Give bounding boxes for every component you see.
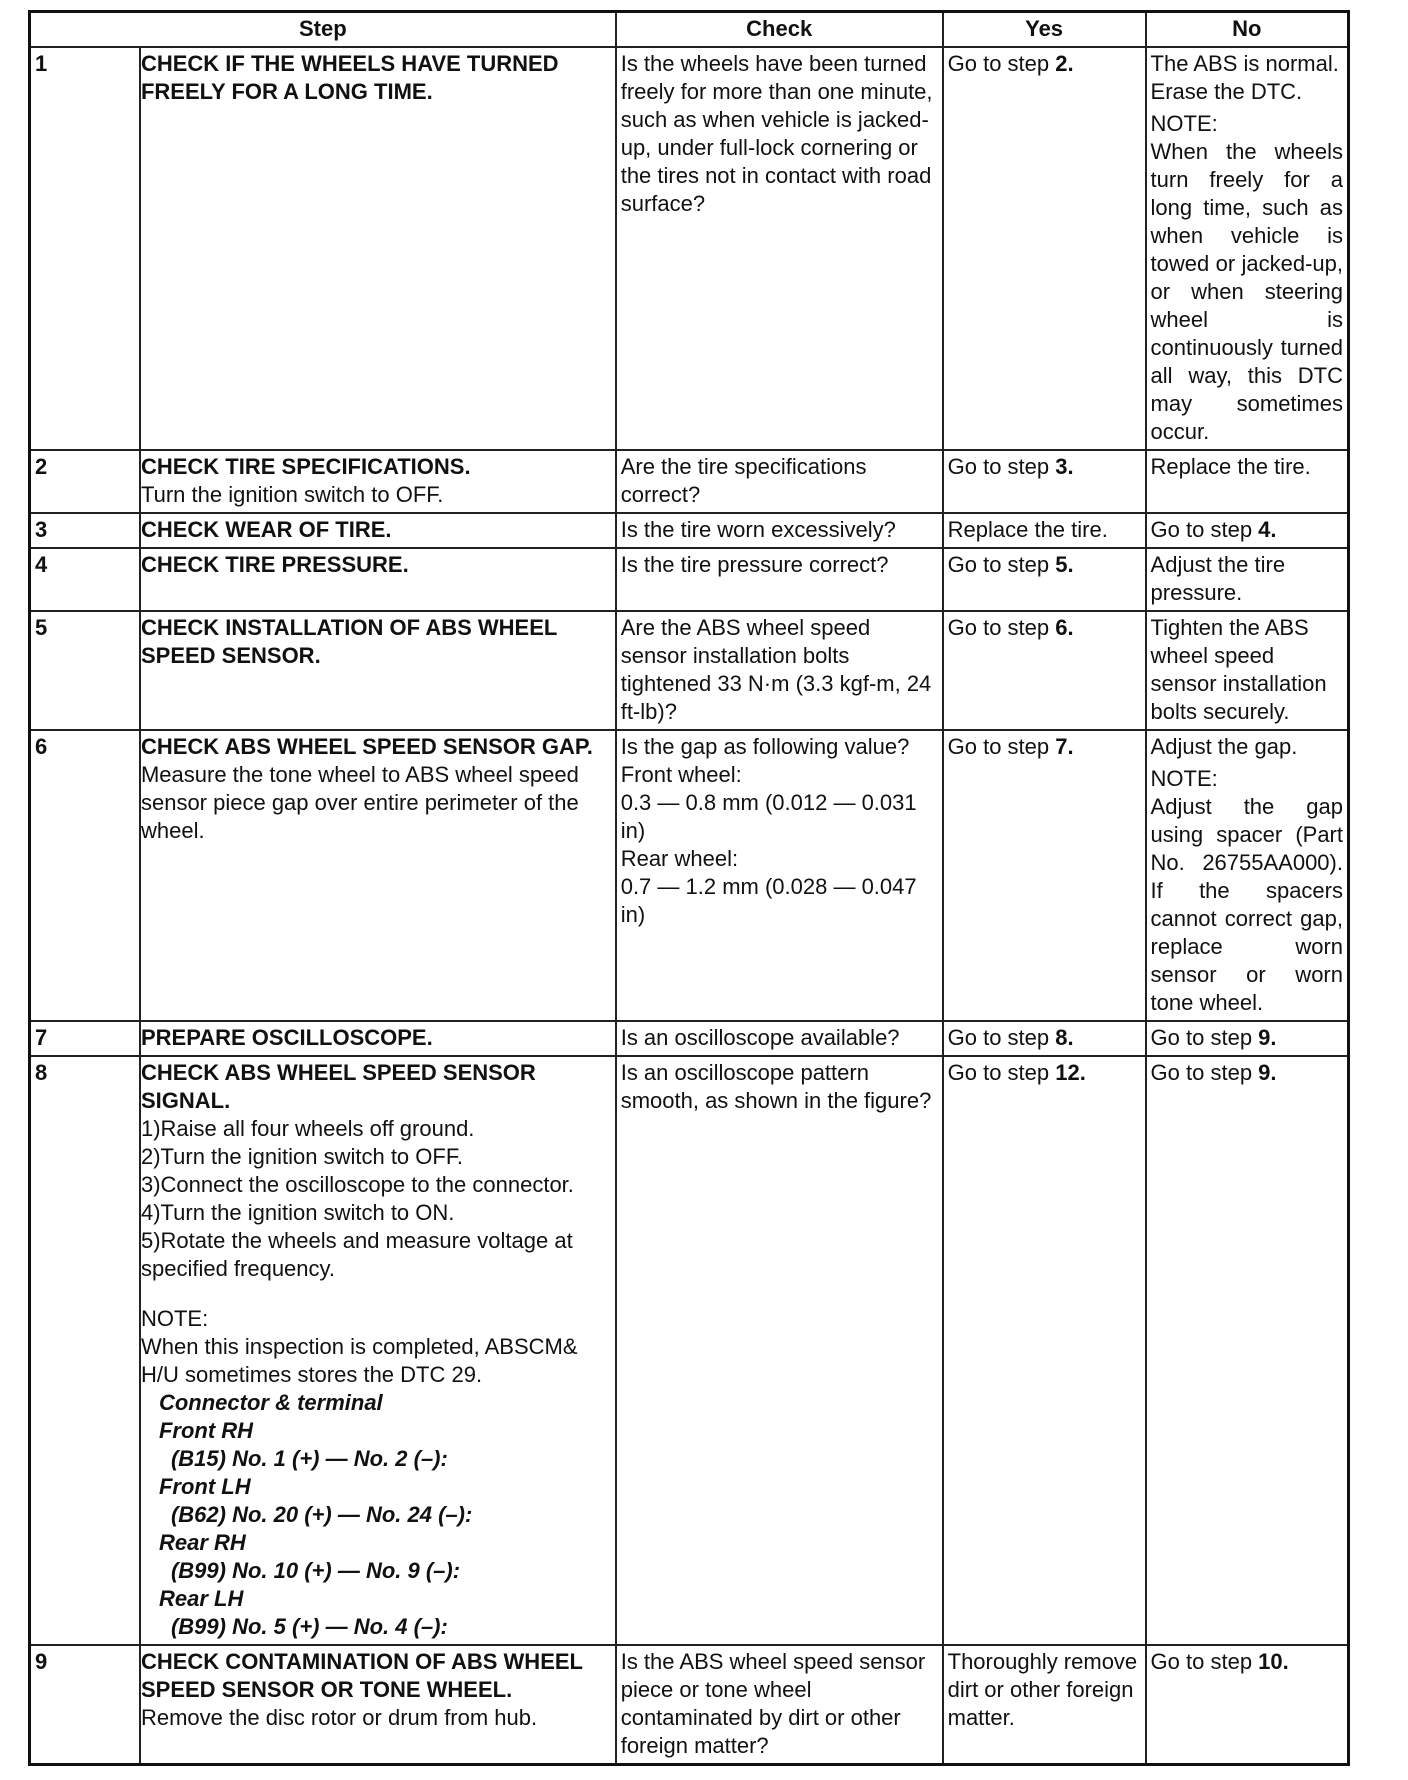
no-cell: Tighten the ABS wheel speed sensor installation bolts securely.: [1146, 611, 1349, 730]
no-cell: Go to step 10.: [1146, 1645, 1349, 1765]
connector-terminals: Connector & terminal Front RH (B15) No. 1 (+) — No. 2 (–): Front LH (B62) No. 20 (+) — No. 24 (–): Rear RH (B99) No. 10 (+) — No. 9 (–): Rear LH (B99) No. 5 (+) — No. 4 (–):: [158, 1390, 473, 1639]
check-cell: Is an oscilloscope pattern smooth, as shown in the figure?: [616, 1056, 943, 1645]
step-title: CHECK TIRE SPECIFICATIONS.: [140, 454, 471, 479]
header-no: No: [1146, 12, 1349, 48]
header-step: Step: [30, 12, 616, 48]
check-cell: Is the wheels have been turned freely for more than one minute, such as when vehicle is jacked-up, under full-lock cornering or the tires not in contact with road surface?: [616, 47, 943, 450]
step-title: CHECK IF THE WHEELS HAVE TURNED FREELY FOR A LONG TIME.: [140, 51, 559, 104]
note-label: NOTE:: [1150, 111, 1218, 136]
step-cell: [140, 730, 616, 1021]
procedure-step: 4)Turn the ignition switch to ON.: [140, 1200, 455, 1225]
procedure-step: 5)Rotate the wheels and measure voltage at specified frequency.: [140, 1228, 573, 1281]
yes-cell: Go to step 12.: [943, 1056, 1146, 1645]
step-title: PREPARE OSCILLOSCOPE.: [140, 1025, 433, 1050]
step-number: 3: [30, 513, 140, 548]
no-cell: Go to step 9.: [1146, 1056, 1349, 1645]
step-cell: [140, 1056, 616, 1645]
step-cell: [140, 611, 616, 730]
table-row: [30, 450, 1349, 513]
procedure-step: 2)Turn the ignition switch to OFF.: [140, 1144, 463, 1169]
step-title: CHECK CONTAMINATION OF ABS WHEEL SPEED SENSOR OR TONE WHEEL.: [140, 1649, 583, 1702]
procedure-step: 1)Raise all four wheels off ground.: [140, 1116, 475, 1141]
table-row: [30, 730, 1349, 1021]
table-row: [30, 47, 1349, 450]
yes-cell: Go to step 2.: [943, 47, 1146, 450]
yes-cell: Go to step 8.: [943, 1021, 1146, 1056]
step-desc: Measure the tone wheel to ABS wheel speed sensor piece gap over entire perimeter of the wheel.: [140, 762, 579, 843]
step-title: CHECK TIRE PRESSURE.: [140, 552, 409, 577]
header-row: [30, 12, 1349, 48]
no-cell: Go to step 9.: [1146, 1021, 1349, 1056]
yes-cell: Thoroughly remove dirt or other foreign matter.: [943, 1645, 1146, 1765]
check-cell: Are the ABS wheel speed sensor installation bolts tightened 33 N·m (3.3 kgf-m, 24 ft-lb)?: [616, 611, 943, 730]
step-cell: [140, 1021, 616, 1056]
step-title: CHECK INSTALLATION OF ABS WHEEL SPEED SENSOR.: [140, 615, 557, 668]
note-label: NOTE:: [140, 1306, 209, 1331]
step-title: CHECK ABS WHEEL SPEED SENSOR GAP.: [140, 734, 593, 759]
procedure-step: 3)Connect the oscilloscope to the connector.: [140, 1172, 574, 1197]
check-cell: Is the tire worn excessively?: [616, 513, 943, 548]
note-text: When the wheels turn freely for a long time, such as when vehicle is towed or jacked-up, or when steering wheel is continuously turned all way, this DTC may sometimes occur.: [1150, 139, 1343, 444]
note-text: Adjust the gap using spacer (Part No. 26755AA000). If the spacers cannot correct gap, replace worn sensor or worn tone wheel.: [1150, 794, 1343, 1015]
note-text: When this inspection is completed, ABSCM& H/U sometimes stores the DTC 29.: [140, 1334, 578, 1387]
table-row: [30, 1021, 1349, 1056]
table-row: [30, 548, 1349, 611]
no-cell: Adjust the gap. NOTE: Adjust the gap using spacer (Part No. 26755AA000). If the spacers cannot correct gap, replace worn sensor or worn tone wheel.: [1146, 730, 1349, 1021]
no-cell: The ABS is normal. Erase the DTC. NOTE: When the wheels turn freely for a long time, such as when vehicle is towed or jacked-up, or when steering wheel is continuously turned all way, this DTC may sometimes occur.: [1146, 47, 1349, 450]
table-row: [30, 513, 1349, 548]
step-number: 1: [30, 47, 140, 450]
table-row: [30, 1645, 1349, 1765]
yes-cell: Go to step 3.: [943, 450, 1146, 513]
step-cell: [140, 47, 616, 450]
no-cell: Replace the tire.: [1146, 450, 1349, 513]
check-cell: Is the ABS wheel speed sensor piece or tone wheel contaminated by dirt or other foreign matter?: [616, 1645, 943, 1765]
step-number: 5: [30, 611, 140, 730]
header-check: Check: [616, 12, 943, 48]
yes-cell: Go to step 7.: [943, 730, 1146, 1021]
step-cell: [140, 548, 616, 611]
check-cell: Is an oscilloscope available?: [616, 1021, 943, 1056]
header-yes: Yes: [943, 12, 1146, 48]
step-number: 8: [30, 1056, 140, 1645]
step-number: 4: [30, 548, 140, 611]
step-cell: [140, 450, 616, 513]
diagnostic-table: [28, 10, 1350, 1766]
check-cell: Is the tire pressure correct?: [616, 548, 943, 611]
step-number: 2: [30, 450, 140, 513]
yes-cell: Go to step 5.: [943, 548, 1146, 611]
step-cell: [140, 513, 616, 548]
no-cell: Go to step 4.: [1146, 513, 1349, 548]
step-desc: Remove the disc rotor or drum from hub.: [140, 1705, 538, 1730]
step-desc: Turn the ignition switch to OFF.: [140, 482, 444, 507]
table-row: [30, 611, 1349, 730]
yes-cell: Replace the tire.: [943, 513, 1146, 548]
yes-cell: Go to step 6.: [943, 611, 1146, 730]
step-title: CHECK WEAR OF TIRE.: [140, 517, 392, 542]
table-row: [30, 1056, 1349, 1645]
no-cell: Adjust the tire pressure.: [1146, 548, 1349, 611]
step-number: 6: [30, 730, 140, 1021]
check-cell: Is the gap as following value? Front wheel: 0.3 — 0.8 mm (0.012 — 0.031 in) Rear wheel: 0.7 — 1.2 mm (0.028 — 0.047 in): [616, 730, 943, 1021]
step-number: 7: [30, 1021, 140, 1056]
note-label: NOTE:: [1150, 766, 1218, 791]
step-cell: [140, 1645, 616, 1765]
check-cell: Are the tire specifications correct?: [616, 450, 943, 513]
step-title: CHECK ABS WHEEL SPEED SENSOR SIGNAL.: [140, 1060, 536, 1113]
step-number: 9: [30, 1645, 140, 1765]
